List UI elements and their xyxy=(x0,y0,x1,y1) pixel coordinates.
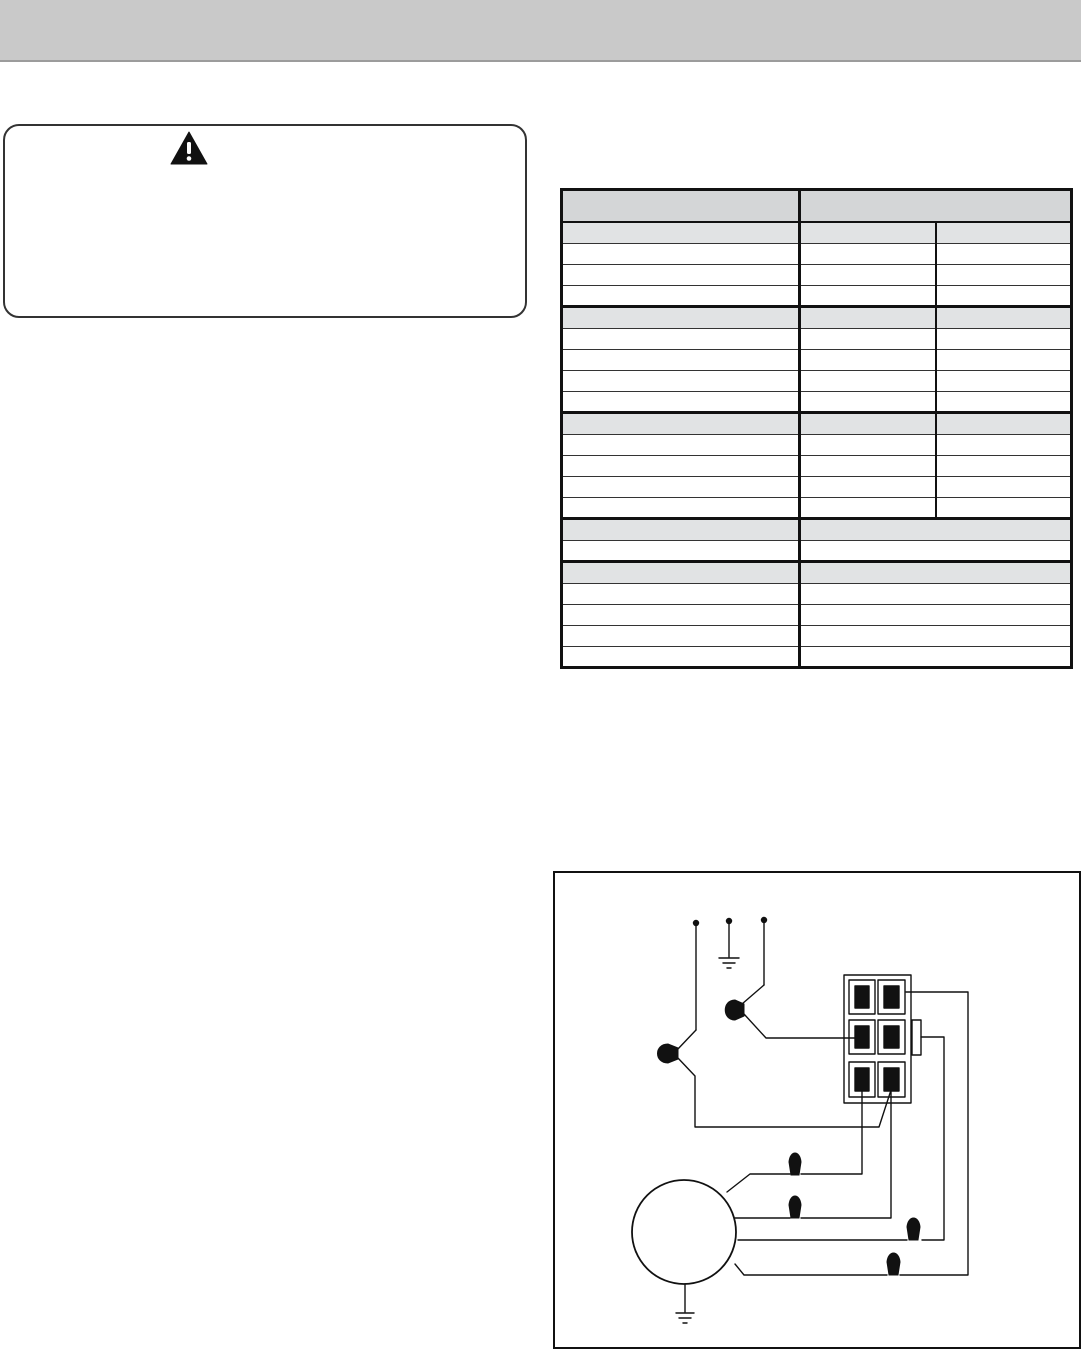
table-cell xyxy=(800,222,936,244)
supply-line-2 xyxy=(742,918,767,1005)
table-cell xyxy=(800,605,1072,626)
supply-line-1 xyxy=(677,921,699,1051)
table-row xyxy=(562,371,1072,392)
table-cell xyxy=(800,519,1072,541)
table-cell xyxy=(562,456,800,477)
table-cell xyxy=(800,562,1072,584)
wiring-diagram xyxy=(555,873,1079,1347)
table-cell xyxy=(562,477,800,498)
table-row xyxy=(562,392,1072,413)
table-cell xyxy=(936,329,1072,350)
wire-3 xyxy=(921,1037,944,1240)
table-cell xyxy=(562,562,800,584)
table-cell xyxy=(800,265,936,286)
table-row xyxy=(562,244,1072,265)
wire-nut-icon xyxy=(725,1000,744,1020)
table-row xyxy=(562,265,1072,286)
page-header-bar xyxy=(0,0,1081,62)
table-cell xyxy=(562,190,800,222)
table-cell xyxy=(562,541,800,562)
table-cell xyxy=(562,392,800,413)
table-cell xyxy=(562,435,800,456)
table-row xyxy=(562,286,1072,307)
table-cell xyxy=(562,265,800,286)
table-cell xyxy=(800,392,936,413)
table-group-header xyxy=(562,562,1072,584)
table-title-row xyxy=(562,190,1072,222)
table-cell xyxy=(936,350,1072,371)
table-cell xyxy=(800,190,1072,222)
wire-nut-icon xyxy=(789,1153,801,1175)
table-row xyxy=(562,626,1072,647)
table-cell xyxy=(936,392,1072,413)
table-cell xyxy=(936,265,1072,286)
table-cell xyxy=(562,519,800,541)
table-cell xyxy=(800,541,1072,562)
table-cell xyxy=(936,222,1072,244)
table-cell xyxy=(800,584,1072,605)
table-cell xyxy=(936,477,1072,498)
table-row xyxy=(562,541,1072,562)
motor-lead-1 xyxy=(727,1174,790,1192)
ground-symbol-icon xyxy=(719,958,739,968)
table-cell xyxy=(800,329,936,350)
table-cell xyxy=(800,477,936,498)
table-cell xyxy=(800,244,936,265)
table-cell xyxy=(562,498,800,519)
table-cell xyxy=(936,498,1072,519)
table-group-header xyxy=(562,307,1072,329)
table-cell xyxy=(800,498,936,519)
table-cell xyxy=(936,456,1072,477)
wire-nut-icon xyxy=(789,1196,801,1218)
table-cell xyxy=(936,244,1072,265)
table-group-header xyxy=(562,519,1072,541)
table-cell xyxy=(562,244,800,265)
table-cell xyxy=(800,456,936,477)
table-cell xyxy=(562,584,800,605)
table-row xyxy=(562,584,1072,605)
table-row xyxy=(562,329,1072,350)
table-group-header xyxy=(562,222,1072,244)
wire-to-terminal-middle xyxy=(744,1014,860,1038)
ground-terminal xyxy=(727,919,732,958)
table-row xyxy=(562,350,1072,371)
table-cell xyxy=(936,413,1072,435)
table-cell xyxy=(800,626,1072,647)
table-cell xyxy=(800,647,1072,668)
table-cell xyxy=(562,371,800,392)
wire-2 xyxy=(801,1091,891,1218)
table-cell xyxy=(800,307,936,329)
table-cell xyxy=(562,647,800,668)
table-cell xyxy=(800,435,936,456)
motor-icon xyxy=(632,1180,736,1284)
table-cell xyxy=(800,371,936,392)
table-cell xyxy=(800,413,936,435)
table-group-header xyxy=(562,413,1072,435)
table-cell xyxy=(562,605,800,626)
table-row xyxy=(562,435,1072,456)
specifications-table xyxy=(560,188,1073,669)
table-cell xyxy=(800,286,936,307)
table-cell xyxy=(562,413,800,435)
table-cell xyxy=(936,307,1072,329)
table-cell xyxy=(562,286,800,307)
table-row xyxy=(562,605,1072,626)
table-cell xyxy=(936,371,1072,392)
table-cell xyxy=(562,626,800,647)
ground-symbol-icon xyxy=(676,1313,694,1323)
table-cell xyxy=(936,286,1072,307)
wire-nut-icon xyxy=(907,1218,920,1240)
table-cell xyxy=(562,222,800,244)
table-cell xyxy=(936,435,1072,456)
table-cell xyxy=(562,307,800,329)
table-row xyxy=(562,647,1072,668)
terminal-block-icon xyxy=(844,975,921,1103)
table-cell xyxy=(562,329,800,350)
warning-triangle-icon xyxy=(170,131,208,165)
table-row xyxy=(562,498,1072,519)
motor-lead-4 xyxy=(735,1264,887,1275)
warning-box xyxy=(3,124,527,318)
wire-nut-icon xyxy=(887,1253,900,1275)
table-cell xyxy=(800,350,936,371)
table-row xyxy=(562,456,1072,477)
table-cell xyxy=(562,350,800,371)
table-row xyxy=(562,477,1072,498)
wiring-diagram-frame xyxy=(553,871,1081,1349)
wire-nut-icon xyxy=(658,1044,679,1063)
